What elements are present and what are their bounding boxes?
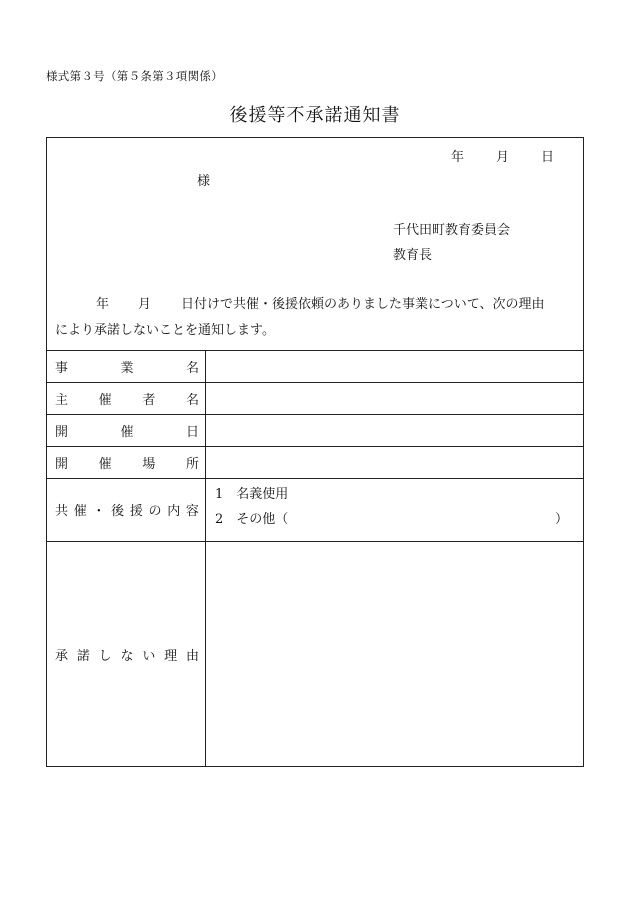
label-char: な <box>120 648 134 664</box>
label-char: 催 <box>98 392 112 408</box>
option-other: 2 その他（ <box>215 512 289 527</box>
form-number: 様式第３号（第５条第３項関係） <box>46 69 223 83</box>
form-frame <box>46 137 584 767</box>
label-char: 名 <box>185 392 199 408</box>
label-chars <box>55 421 199 440</box>
label-char: い <box>142 648 156 664</box>
label-char: ・ <box>92 504 106 519</box>
notice-body-line-2: により承諾しないことを通知します。 <box>55 323 275 338</box>
notice-body-line-1 <box>55 293 544 312</box>
label-char: 業 <box>120 360 134 376</box>
label-char: 開 <box>55 424 69 440</box>
label-organizer-name <box>47 382 205 414</box>
label-char: 催 <box>120 424 134 440</box>
date-year-label: 年 <box>451 150 465 165</box>
label-chars <box>55 453 199 472</box>
label-char: 主 <box>55 392 69 408</box>
label-event-date <box>47 414 205 446</box>
issuer-organization: 千代田町教育委員会 <box>393 223 511 238</box>
date-day-label: 日 <box>541 150 555 165</box>
label-char: 開 <box>55 456 69 472</box>
label-char: 共 <box>55 504 69 519</box>
label-event-name <box>47 350 205 382</box>
issuer-title: 教育長 <box>393 248 433 263</box>
document-title: 後援等不承諾通知書 <box>229 105 401 126</box>
label-refusal-reason <box>47 541 205 767</box>
label-chars <box>55 357 199 376</box>
label-char: 事 <box>55 360 69 376</box>
label-event-venue <box>47 446 205 478</box>
body-text: 日付けで共催・後援依頼のありました事業について、次の理由 <box>181 297 545 312</box>
option-other-close-paren: ） <box>555 512 569 527</box>
label-char: 承 <box>55 648 69 664</box>
body-year-label: 年 <box>96 297 110 312</box>
addressee-suffix: 様 <box>197 174 211 189</box>
body-month-label: 月 <box>138 297 152 312</box>
date-month-label: 月 <box>496 150 510 165</box>
referenced-date <box>55 293 181 312</box>
label-chars <box>55 500 199 519</box>
label-char: 理 <box>164 648 178 664</box>
label-char: 者 <box>142 392 156 408</box>
label-char: 催 <box>98 456 112 472</box>
label-chars <box>55 645 199 664</box>
label-char: 場 <box>142 456 156 472</box>
label-char: し <box>98 648 112 664</box>
label-char: 催 <box>73 504 87 519</box>
issue-date <box>451 146 561 165</box>
label-support-content <box>47 478 205 541</box>
label-char: 内 <box>167 504 181 519</box>
label-char: 名 <box>185 360 199 376</box>
label-char: 後 <box>111 504 125 519</box>
label-char: の <box>148 504 162 519</box>
option-name-use: 1 名義使用 <box>215 487 289 502</box>
label-char: 日 <box>185 424 199 440</box>
column-divider <box>205 350 206 767</box>
label-char: 諾 <box>76 648 90 664</box>
label-char: 援 <box>129 504 143 519</box>
label-char: 由 <box>185 648 199 664</box>
label-char: 容 <box>185 504 199 519</box>
label-chars <box>55 389 199 408</box>
label-char: 所 <box>185 456 199 472</box>
